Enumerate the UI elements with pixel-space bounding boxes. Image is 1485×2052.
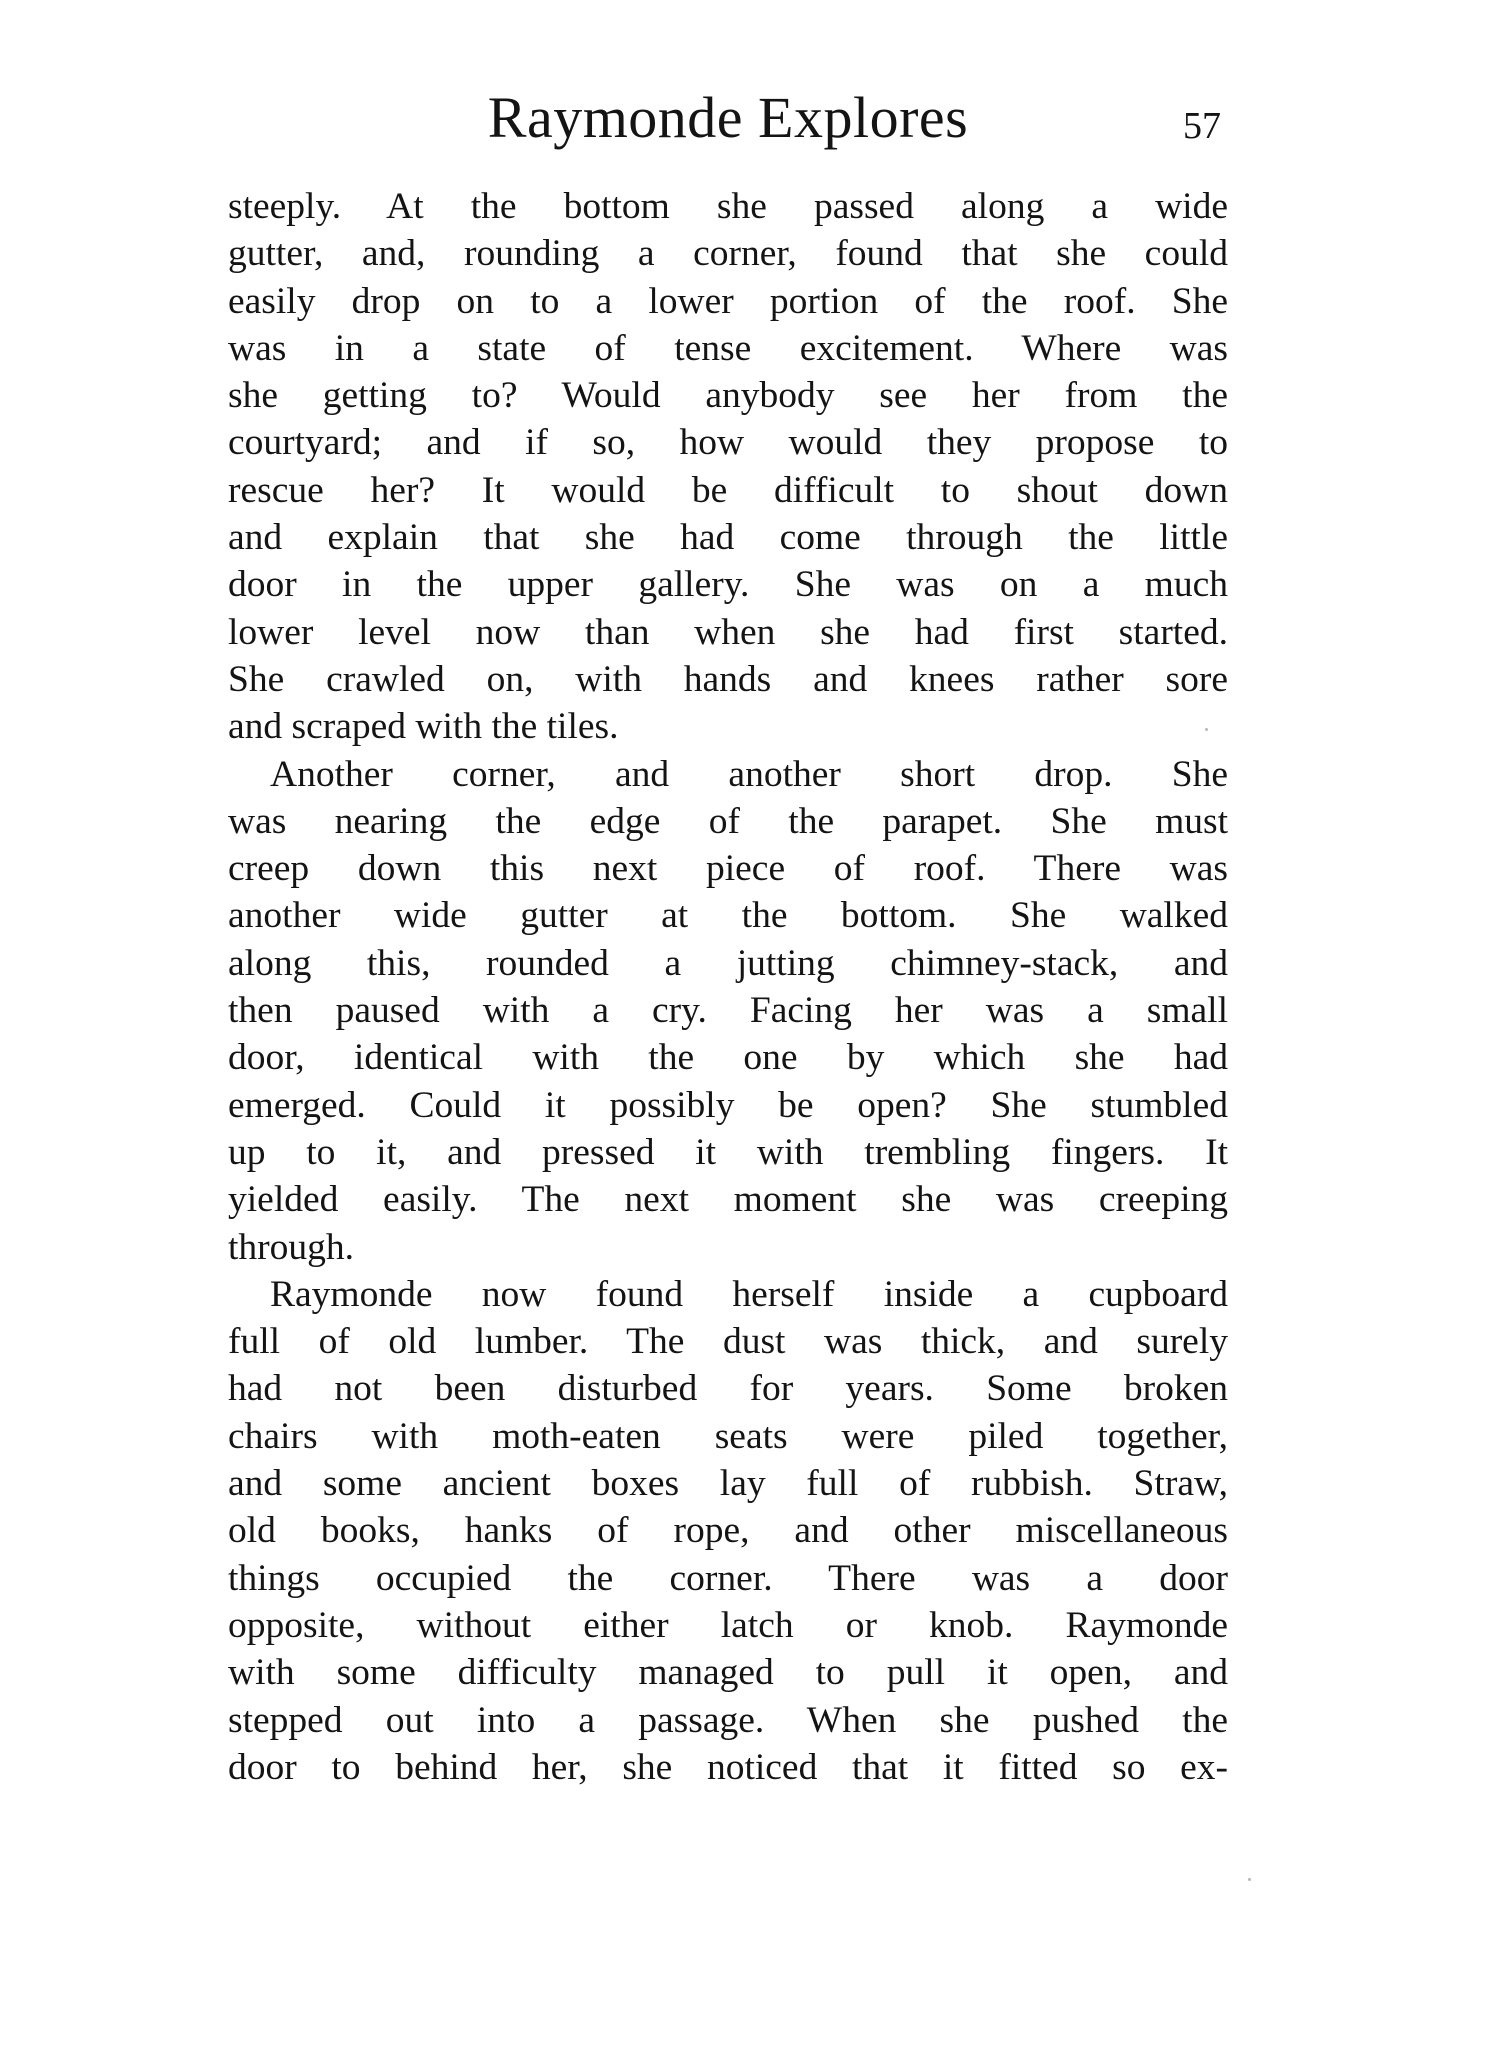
- body-text: [228, 183, 1228, 1791]
- text-line: things occupied the corner. There was a door: [228, 1557, 1228, 1599]
- paragraph-3: [228, 1271, 1228, 1791]
- text-line: easily drop on to a lower portion of the roof. She: [228, 280, 1228, 322]
- text-line: along this, rounded a jutting chimney-stack, and: [228, 942, 1228, 984]
- text-line: door to behind her, she noticed that it fitted so ex-: [228, 1746, 1228, 1788]
- text-line: old books, hanks of rope, and other miscellaneous: [228, 1510, 1228, 1552]
- text-line: stepped out into a passage. When she pushed the: [228, 1699, 1228, 1741]
- text-line: had not been disturbed for years. Some broken: [228, 1368, 1228, 1410]
- text-line: and scraped with the tiles.: [228, 706, 619, 748]
- text-line: door, identical with the one by which she had: [228, 1037, 1228, 1079]
- text-line: up to it, and pressed it with trembling fingers. It: [228, 1131, 1228, 1173]
- text-line: through.: [228, 1226, 355, 1268]
- text-line: yielded easily. The next moment she was creeping: [228, 1179, 1228, 1221]
- text-line: another wide gutter at the bottom. She walked: [228, 895, 1228, 937]
- text-line: she getting to? Would anybody see her from the: [228, 375, 1228, 417]
- text-line: emerged. Could it possibly be open? She stumbled: [228, 1084, 1228, 1126]
- page-title: Raymonde Explores: [487, 85, 969, 150]
- text-line: and some ancient boxes lay full of rubbish. Straw,: [228, 1463, 1228, 1505]
- text-line: courtyard; and if so, how would they propose to: [228, 422, 1228, 464]
- text-line: creep down this next piece of roof. There was: [228, 848, 1228, 890]
- text-line: with some difficulty managed to pull it open, and: [228, 1652, 1228, 1694]
- text-line: full of old lumber. The dust was thick, and surely: [228, 1321, 1228, 1363]
- paragraph-1: [228, 183, 1228, 751]
- text-line: chairs with moth-eaten seats were piled together,: [228, 1415, 1228, 1457]
- running-head: [228, 78, 1228, 158]
- text-line: was in a state of tense excitement. Where was: [228, 327, 1228, 369]
- page-number: 57: [1183, 105, 1221, 147]
- paper-speck: [1205, 728, 1208, 731]
- text-line: steeply. At the bottom she passed along a wide: [228, 186, 1228, 227]
- text-line: then paused with a cry. Facing her was a small: [228, 990, 1228, 1032]
- text-line: She crawled on, with hands and knees rather sore: [228, 658, 1228, 700]
- paper-speck: [1248, 1878, 1251, 1881]
- text-line: rescue her? It would be difficult to shout down: [228, 469, 1228, 511]
- text-line: lower level now than when she had first started.: [228, 611, 1228, 653]
- text-line: and explain that she had come through the little: [228, 517, 1228, 559]
- text-line: Raymonde now found herself inside a cupboard: [270, 1273, 1228, 1315]
- text-line: door in the upper gallery. She was on a much: [228, 564, 1228, 606]
- paragraph-2: [228, 751, 1228, 1271]
- text-line: was nearing the edge of the parapet. She must: [228, 800, 1228, 842]
- text-line: Another corner, and another short drop. She: [270, 753, 1228, 795]
- text-line: opposite, without either latch or knob. Raymonde: [228, 1604, 1228, 1646]
- text-line: gutter, and, rounding a corner, found that she could: [228, 233, 1228, 275]
